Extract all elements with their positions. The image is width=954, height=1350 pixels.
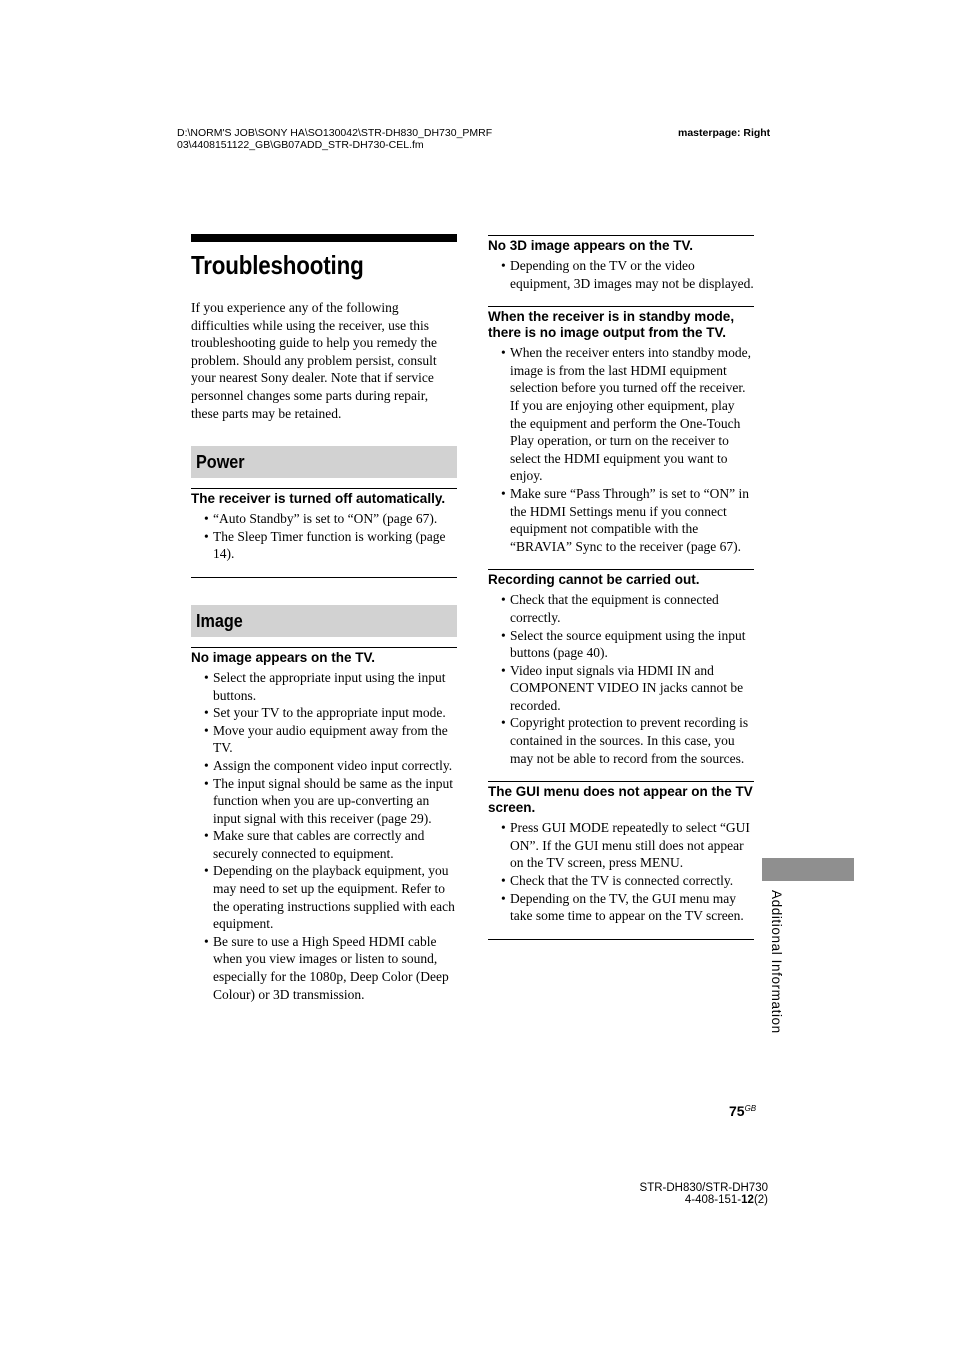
topic-title: Recording cannot be carried out.: [488, 572, 700, 588]
page-number-value: 75: [729, 1103, 745, 1119]
page-number-suffix: GB: [744, 1104, 757, 1113]
masterpage-label: masterpage: Right: [678, 127, 771, 139]
model-number: STR-DH830/STR-DH730: [639, 1182, 768, 1194]
section-heading-power-text: Power: [196, 452, 245, 473]
list-item: • Make sure that cables are correctly and securely connected to equipment.: [191, 827, 457, 862]
topic-power-off: [191, 488, 457, 563]
left-column: [191, 234, 457, 1003]
section-tab-marker: [762, 858, 854, 881]
topic-recording: [488, 569, 754, 767]
topic-title: The GUI menu does not appear on the TV screen.: [488, 784, 753, 816]
section-heading-power: [191, 446, 457, 478]
topic-gui: [488, 781, 754, 925]
document-code-suffix: (2): [753, 1194, 768, 1206]
bullet-list: [488, 344, 754, 555]
side-section-label: Additional Information: [769, 890, 784, 1034]
list-item: • Select the source equipment using the input buttons (page 40).: [488, 627, 754, 662]
list-item: • The Sleep Timer function is working (page 14).: [191, 528, 457, 563]
intro-paragraph: If you experience any of the following difficulties while using the receiver, use this troubleshooting guide to help you remedy the problem. Should any problem persist, consult your nearest Sony dealer. Note that if service personnel changes some parts during repair, these parts may be retained.: [191, 300, 437, 421]
list-item: • Move your audio equipment away from the TV.: [191, 722, 457, 757]
section-heading-image-text: Image: [196, 610, 243, 631]
list-item: • Select the appropriate input using the input buttons.: [191, 669, 457, 704]
document-code-prefix: 4-408-151-: [684, 1194, 742, 1206]
divider: [488, 939, 754, 940]
file-path-line-1: D:\NORM'S JOB\SONY HA\SO130042\STR-DH830_DH730_PMRF: [177, 127, 493, 139]
document-code: [640, 1194, 768, 1206]
file-path-header: [177, 127, 492, 151]
document-footer: [640, 1182, 768, 1206]
list-item: • Press GUI MODE repeatedly to select “GUI ON”. If the GUI menu still does not appear on the TV screen, press MENU.: [488, 819, 754, 872]
divider: [191, 577, 457, 578]
topic-title: No 3D image appears on the TV.: [488, 238, 694, 253]
list-item: • Set your TV to the appropriate input mode.: [191, 704, 457, 722]
page-number: [729, 1103, 756, 1119]
title-rule: [191, 234, 457, 242]
list-item: • Video input signals via HDMI IN and COMPONENT VIDEO IN jacks cannot be recorded.: [488, 662, 754, 715]
section-heading-image: [191, 605, 457, 637]
right-column: [488, 235, 754, 940]
list-item: • Be sure to use a High Speed HDMI cable when you view images or listen to sound, especially for the 1080p, Deep Color (Deep Colour) or 3D transmission.: [191, 933, 457, 1003]
list-item: • “Auto Standby” is set to “ON” (page 67).: [191, 510, 457, 528]
bullet-list: [191, 510, 457, 563]
topic-no-3d: [488, 235, 754, 292]
list-item: • The input signal should be same as the input function when you are up-converting an input signal with this receiver (page 29).: [191, 775, 457, 828]
topic-standby: [488, 306, 754, 555]
file-path-line-2: 03\4408151122_GB\GB07ADD_STR-DH730-CEL.fm: [177, 139, 424, 151]
topic-title: When the receiver is in standby mode, there is no image output from the TV.: [488, 309, 735, 341]
page-title: Troubleshooting: [191, 250, 364, 280]
list-item: • Make sure “Pass Through” is set to “ON” in the HDMI Settings menu if you connect equipment not compatible with the “BRAVIA” Sync to the receiver (page 67).: [488, 485, 754, 555]
list-item: • Copyright protection to prevent recording is contained in the sources. In this case, you may not be able to record from the sources.: [488, 714, 754, 767]
bullet-list: [488, 591, 754, 767]
topic-title: No image appears on the TV.: [191, 649, 376, 665]
list-item: • Depending on the TV, the GUI menu may take some time to appear on the TV screen.: [488, 890, 754, 925]
bullet-list: [488, 257, 754, 292]
list-item: • Check that the equipment is connected correctly.: [488, 591, 754, 626]
bullet-list: [488, 819, 754, 925]
topic-no-image: [191, 647, 457, 1003]
list-item: • Depending on the playback equipment, you may need to set up the equipment. Refer to the operating instructions supplied with each equipment.: [191, 862, 457, 932]
bullet-list: [191, 669, 457, 1003]
list-item: • Check that the TV is connected correctly.: [488, 872, 754, 890]
topic-title: The receiver is turned off automatically.: [191, 491, 446, 507]
list-item: • When the receiver enters into standby mode, image is from the last HDMI equipment selection before you turned off the receiver. If you are enjoying other equipment, play the equipment and perform the One-Touch Play operation, or turn on the receiver to select the HDMI equipment you want to enjoy.: [488, 344, 754, 485]
list-item: • Depending on the TV or the video equipment, 3D images may not be displayed.: [488, 257, 754, 292]
list-item: • Assign the component video input correctly.: [191, 757, 457, 775]
document-code-revision: 12: [741, 1194, 754, 1206]
